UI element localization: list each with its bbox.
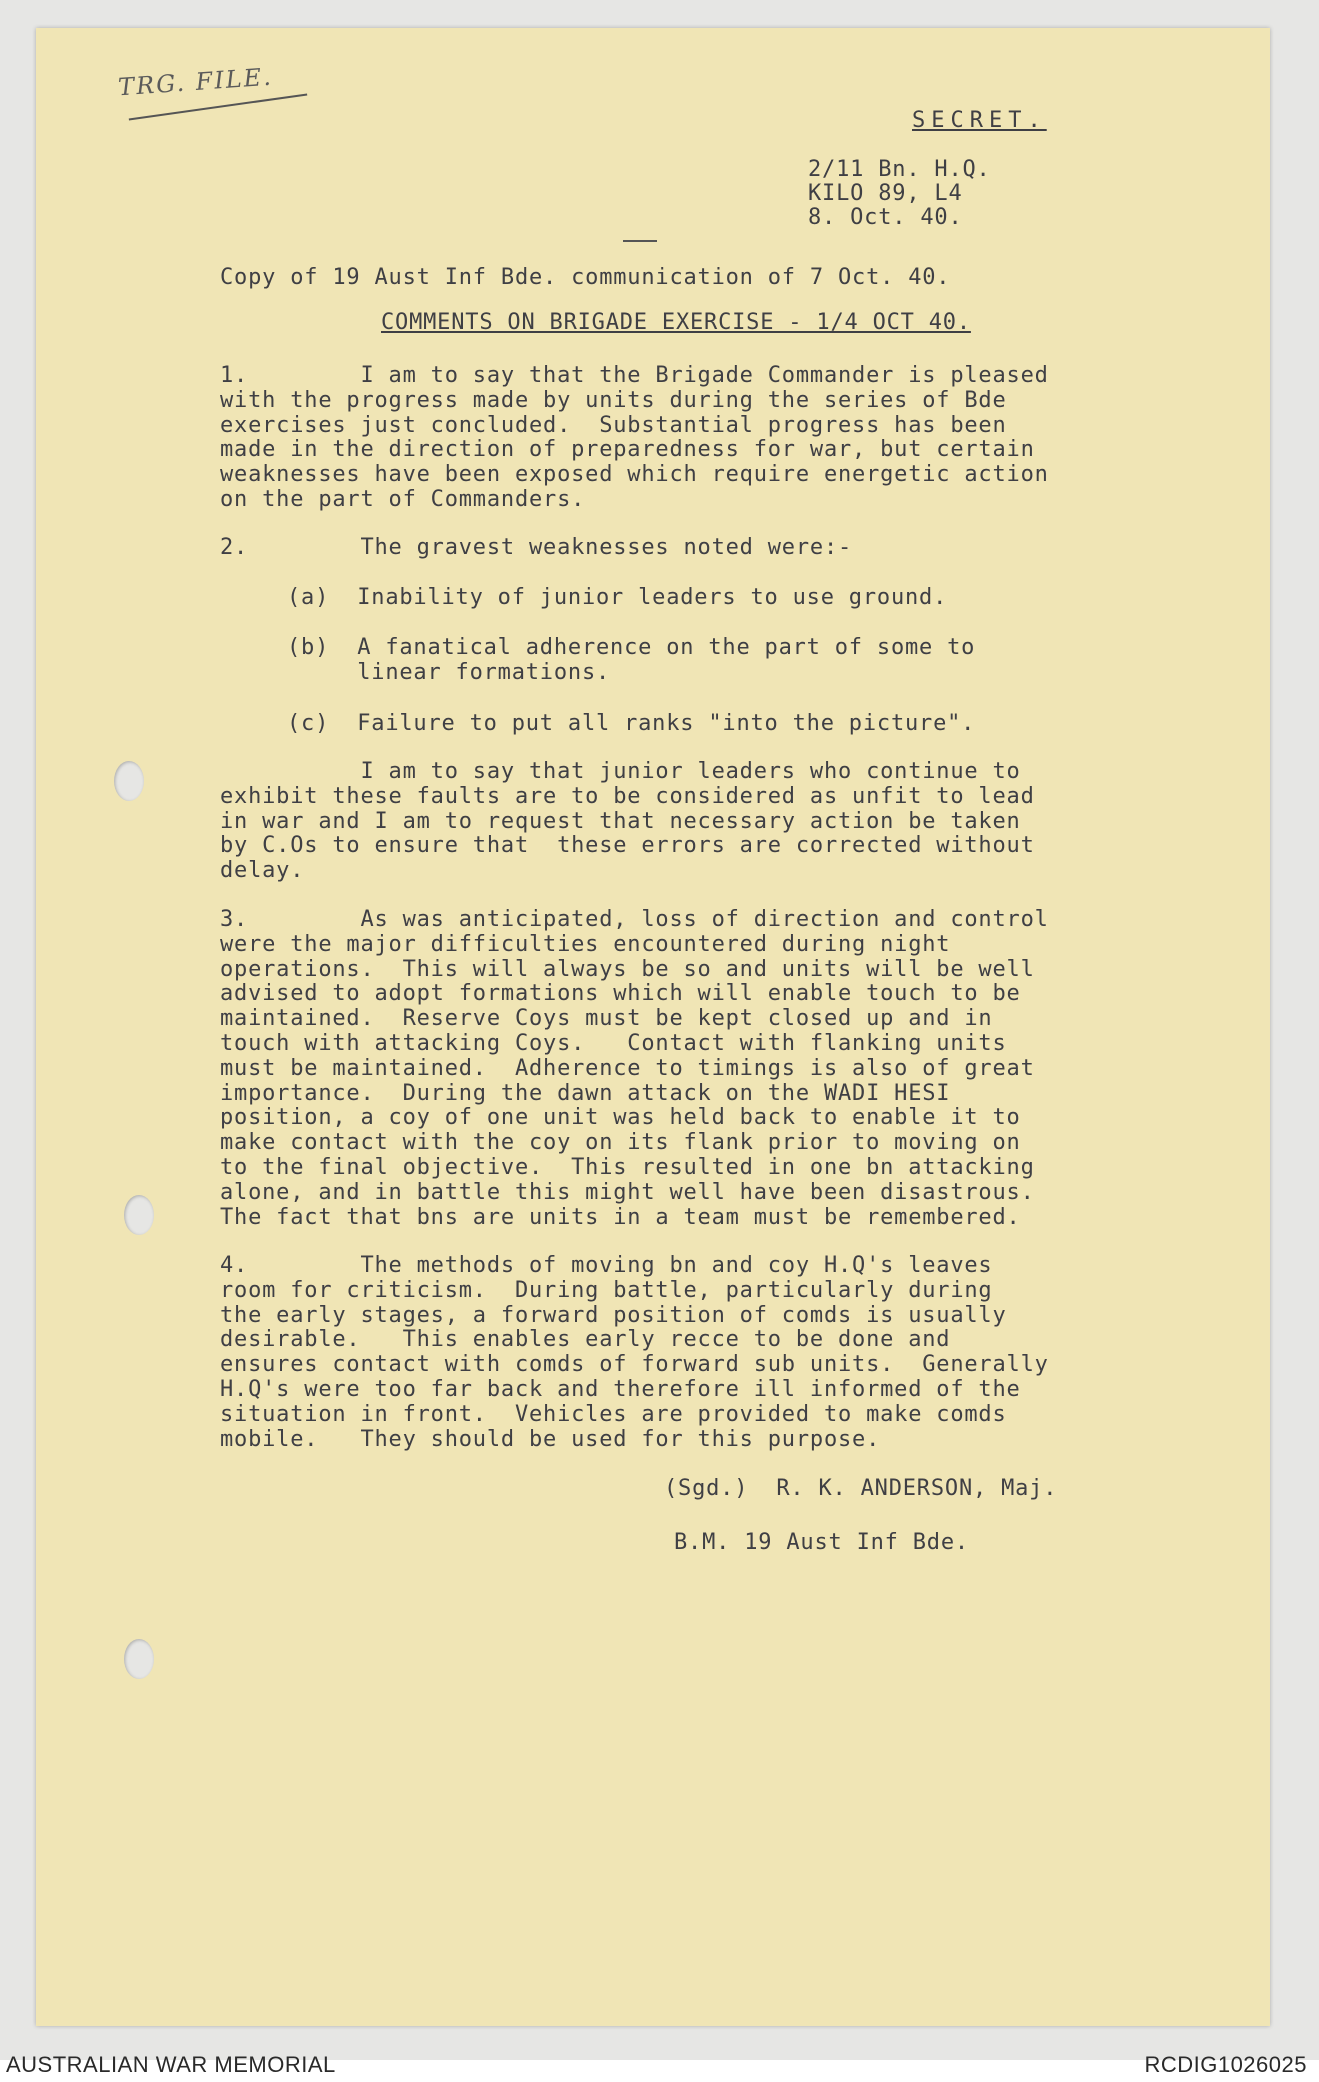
separator-dash bbox=[623, 240, 657, 242]
paragraph-2-intro: 2. The gravest weaknesses noted were:- bbox=[220, 535, 853, 560]
handwritten-note: TRG. FILE. bbox=[117, 62, 274, 102]
punch-hole bbox=[124, 1639, 154, 1679]
footer-source: AUSTRALIAN WAR MEMORIAL bbox=[6, 2052, 336, 2077]
header-date: 8. Oct. 40. bbox=[808, 205, 963, 230]
list-item-b: (b) A fanatical adherence on the part of some to linear formations. bbox=[287, 635, 976, 685]
paragraph-3: 3. As was anticipated, loss of direction and control were the major difficulties encountered during night operations. This will always be so and units will be well advised to adopt formations which will enable touch to be maintained. Reserve Coys must be kept closed up and in touch with attacking Coys. Contact with flanking units must be maintained. Adherence to timings is also of great importance. During the dawn attack on the WADI HESI position, a coy of one unit was held back to enable it to make contact with the coy on its flank prior to moving on to the final objective. This resulted in one bn attacking alone, and in battle this might well have been disastrous. The fact that bns are units in a team must be remembered. bbox=[220, 907, 1049, 1230]
paragraph-1: 1. I am to say that the Brigade Commander is pleased with the progress made by units during the series of Bde exercises just concluded. Substantial progress has been made in the direction of preparedness for war, but certain weaknesses have been exposed which require energetic action on the part of Commanders. bbox=[220, 363, 1049, 512]
signature-title: B.M. 19 Aust Inf Bde. bbox=[674, 1530, 969, 1555]
paragraph-4: 4. The methods of moving bn and coy H.Q's leaves room for criticism. During battle, particularly during the early stages, a forward position of comds is usually desirable. This enables early recce to be done and ensures contact with comds of forward sub units. Generally H.Q's were too far back and therefore ill informed of the situation in front. Vehicles are provided to make comds mobile. They should be used for this purpose. bbox=[220, 1253, 1049, 1452]
list-item-a: (a) Inability of junior leaders to use ground. bbox=[287, 585, 948, 610]
copy-line: Copy of 19 Aust Inf Bde. communication of 7 Oct. 40. bbox=[220, 265, 951, 290]
list-item-c: (c) Failure to put all ranks "into the picture". bbox=[287, 711, 976, 736]
punch-hole bbox=[124, 1195, 154, 1235]
classification-label: SECRET. bbox=[912, 108, 1047, 133]
document-title: COMMENTS ON BRIGADE EXERCISE - 1/4 OCT 40. bbox=[381, 310, 971, 335]
paragraph-2-body: I am to say that junior leaders who continue to exhibit these faults are to be considered as unfit to lead in war and I am to request that necessary action be taken by C.Os to ensure that these errors are corrected without delay. bbox=[220, 759, 1035, 884]
header-block bbox=[808, 158, 991, 230]
punch-hole bbox=[114, 761, 144, 801]
header-unit: 2/11 Bn. H.Q. bbox=[808, 157, 991, 182]
header-location: KILO 89, L4 bbox=[808, 181, 963, 206]
footer-id: RCDIG1026025 bbox=[1144, 2052, 1307, 2077]
signature: (Sgd.) R. K. ANDERSON, Maj. bbox=[664, 1476, 1058, 1501]
